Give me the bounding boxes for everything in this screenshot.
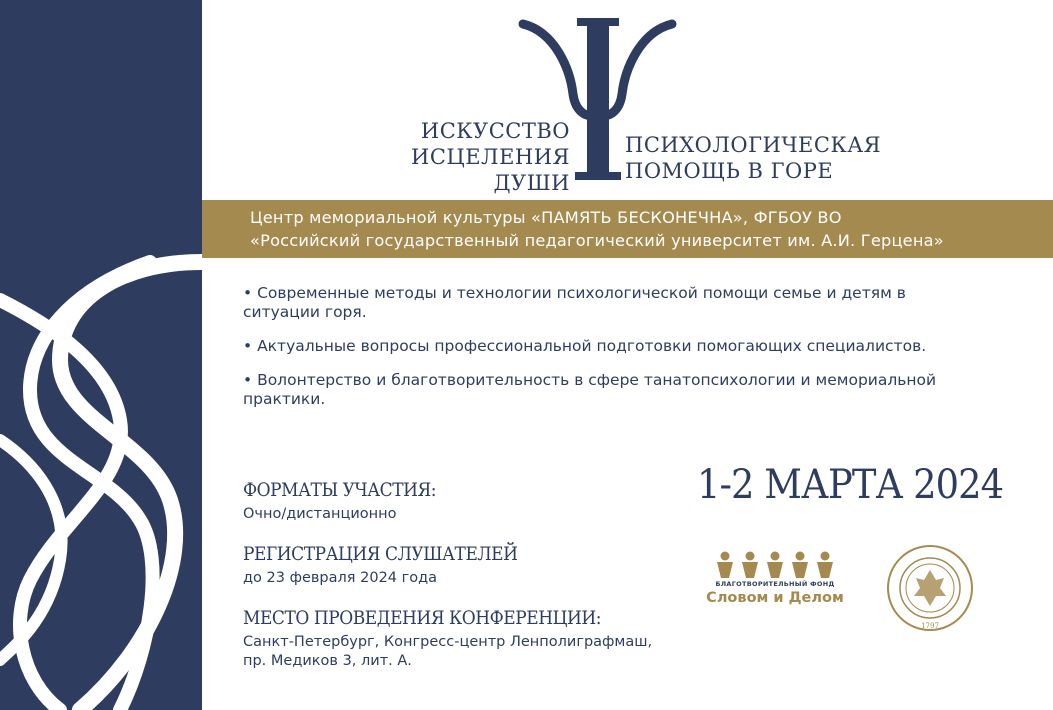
venue-heading: МЕСТО ПРОВЕДЕНИЯ КОНФЕРЕНЦИИ:	[243, 608, 602, 629]
seal-year: 1797	[921, 622, 939, 630]
title-left-line2: ИСЦЕЛЕНИЯ ДУШИ	[411, 145, 570, 195]
formats-heading: ФОРМАТЫ УЧАСТИЯ:	[243, 480, 437, 501]
title-right	[625, 132, 881, 184]
registration-heading: РЕГИСТРАЦИЯ СЛУШАТЕЛЕЙ	[243, 544, 518, 565]
university-seal-icon	[886, 544, 974, 632]
title-right-line2: ПОМОЩЬ В ГОРЕ	[625, 159, 834, 183]
left-decorative-panel	[0, 0, 202, 710]
title-right-line1: ПСИХОЛОГИЧЕСКАЯ	[625, 133, 882, 157]
topic-item: • Актуальные вопросы профессиональной подготовки помогающих специалистов.	[243, 337, 927, 355]
topic-item: • Волонтерство и благотворительность в сфере танатопсихологии и мемориальной практики.	[243, 371, 937, 408]
topics-list	[243, 284, 983, 424]
organizers-band	[202, 200, 1053, 258]
organizers-line1: Центр мемориальной культуры «ПАМЯТЬ БЕСКОНЕЧНА», ФГБОУ ВО	[250, 208, 842, 227]
organizers-line2: «Российский государственный педагогический университет им. А.И. Герцена»	[250, 231, 944, 250]
formats-value: Очно/дистанционно	[243, 506, 397, 522]
topic-item: • Современные методы и технологии психологической помощи семье и детям в ситуации горя.	[243, 284, 906, 321]
venue-line2: пр. Медиков 3, лит. А.	[243, 653, 412, 669]
title-left	[344, 118, 570, 196]
event-date: 1-2 МАРТА 2024	[697, 462, 1004, 508]
venue-line1: Санкт-Петербург, Конгресс-центр Ленполиграфмаш,	[243, 634, 653, 650]
registration-value: до 23 февраля 2024 года	[243, 570, 438, 586]
title-left-line1: ИСКУССТВО	[420, 119, 570, 143]
fund-name: Словом и Делом	[706, 590, 844, 606]
ribbon-decoration	[0, 0, 202, 710]
fund-subtitle: БЛАГОТВОРИТЕЛЬНЫЙ ФОНД	[715, 580, 835, 588]
